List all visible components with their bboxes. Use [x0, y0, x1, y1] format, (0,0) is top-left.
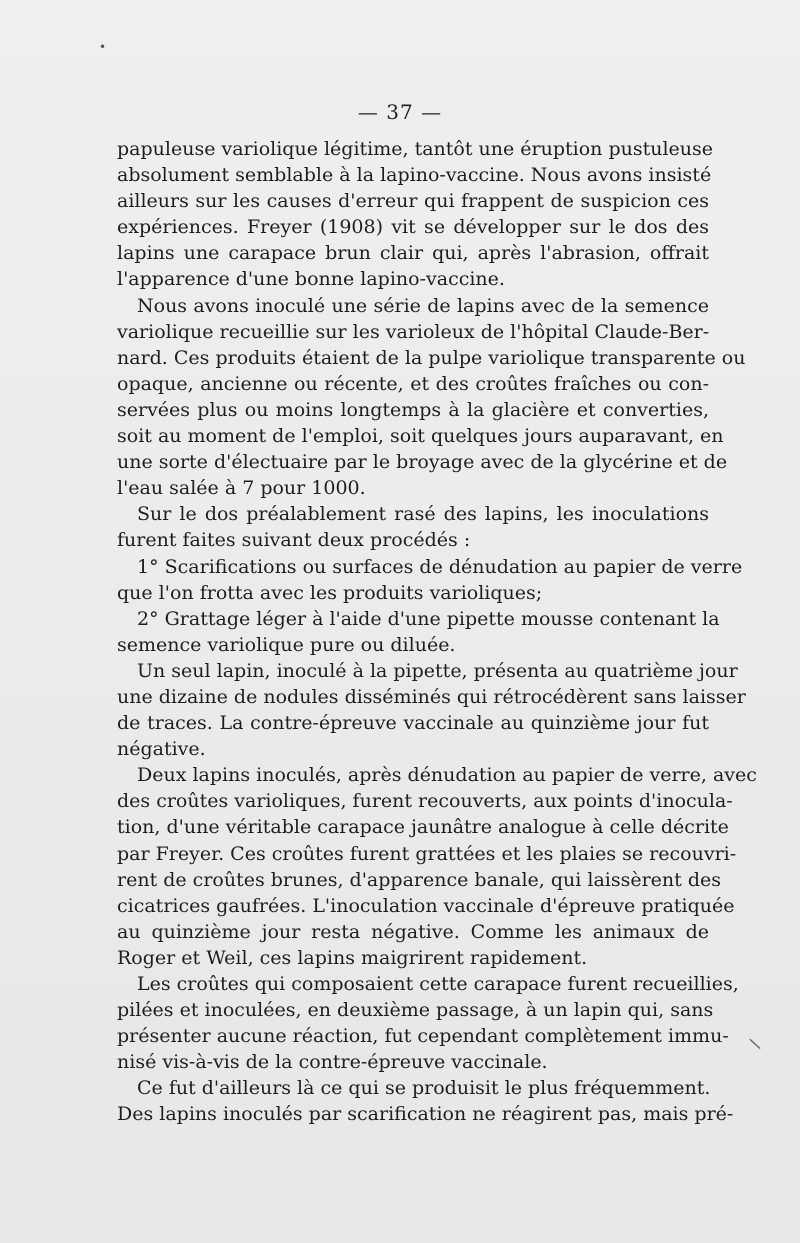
text-line: par Freyer. Ces croûtes furent grattées et les plaies se recouvri-	[117, 842, 737, 865]
text-line: au quinzième jour resta négative. Comme les animaux de	[117, 920, 709, 943]
text-line: variolique recueillie sur les varioleux de l'hôpital Claude-Ber-	[117, 320, 710, 343]
text-line: nisé vis-à-vis de la contre-épreuve vaccinale.	[117, 1051, 548, 1074]
text-line: nard. Ces produits étaient de la pulpe variolique transparente ou	[117, 346, 746, 369]
text-line: de traces. La contre-épreuve vaccinale au quinzième jour fut	[117, 712, 709, 735]
text-line: une dizaine de nodules disséminés qui rétrocédèrent sans laisser	[117, 685, 746, 708]
text-line: absolument semblable à la lapino-vaccine. Nous avons insisté	[117, 164, 712, 187]
text-line: semence variolique pure ou diluée.	[117, 633, 456, 656]
paragraph	[117, 762, 757, 971]
text-line: des croûtes varioliques, furent recouverts, aux points d'inocula-	[117, 790, 733, 813]
text-line: Sur le dos préalablement rasé des lapins, les inoculations	[137, 503, 709, 526]
page-number: — 37 —	[357, 100, 443, 124]
text-line: une sorte d'électuaire par le broyage avec de la glycérine et de	[117, 451, 728, 474]
text-line: soit au moment de l'emploi, soit quelques jours auparavant, en	[117, 425, 724, 448]
text-line: tion, d'une véritable carapace jaunâtre analogue à celle décrite	[117, 816, 729, 839]
text-line: pilées et inoculées, en deuxième passage, à un lapin qui, sans	[117, 999, 714, 1022]
text-line: opaque, ancienne ou récente, et des croûtes fraîches ou con-	[117, 372, 709, 395]
text-line: l'apparence d'une bonne lapino-vaccine.	[117, 268, 505, 291]
text-line: que l'on frotta avec les produits varioliques;	[117, 581, 543, 604]
paragraph	[117, 1075, 734, 1127]
margin-speck: •	[99, 40, 107, 54]
paragraph	[117, 136, 714, 293]
text-line: Nous avons inoculé une série de lapins avec de la semence	[137, 294, 709, 317]
paragraph	[117, 606, 720, 658]
paragraph	[117, 501, 709, 553]
text-line: ailleurs sur les causes d'erreur qui frappent de suspicion ces	[117, 190, 709, 213]
text-line: présenter aucune réaction, fut cependant complètement immu-	[117, 1025, 729, 1048]
paragraph	[117, 293, 746, 502]
body-text	[117, 136, 757, 1128]
text-line: l'eau salée à 7 pour 1000.	[117, 477, 366, 500]
paragraph	[117, 554, 743, 606]
text-line: lapins une carapace brun clair qui, après l'abrasion, offrait	[117, 242, 709, 265]
text-line: papuleuse variolique légitime, tantôt une éruption pustuleuse	[117, 138, 714, 160]
text-line: cicatrices gaufrées. L'inoculation vaccinale d'épreuve pratiquée	[117, 894, 735, 917]
text-line: servées plus ou moins longtemps à la glacière et converties,	[117, 398, 709, 421]
text-line: Roger et Weil, ces lapins maigrirent rapidement.	[117, 946, 588, 969]
text-line: Les croûtes qui composaient cette carapace furent recueillies,	[137, 973, 739, 995]
text-line: négative.	[117, 738, 206, 761]
text-line: furent faites suivant deux procédés :	[117, 529, 471, 552]
text-line: Ce fut d'ailleurs là ce qui se produisit le plus fréquemment.	[137, 1077, 711, 1100]
margin-tick: \	[747, 1033, 762, 1054]
text-line: 2° Grattage léger à l'aide d'une pipette mousse contenant la	[137, 607, 720, 630]
paragraph	[117, 658, 746, 762]
text-line: Un seul lapin, inoculé à la pipette, présenta au quatrième jour	[137, 659, 738, 682]
text-line: Des lapins inoculés par scarification ne réagirent pas, mais pré-	[117, 1103, 734, 1126]
text-line: 1° Scarifications ou surfaces de dénudation au papier de verre	[137, 555, 743, 578]
text-line: rent de croûtes brunes, d'apparence banale, qui laissèrent des	[117, 868, 721, 891]
paragraph	[117, 971, 739, 1075]
text-line: expériences. Freyer (1908) vit se développer sur le dos des	[117, 216, 709, 239]
text-line: Deux lapins inoculés, après dénudation au papier de verre, avec	[137, 764, 757, 787]
